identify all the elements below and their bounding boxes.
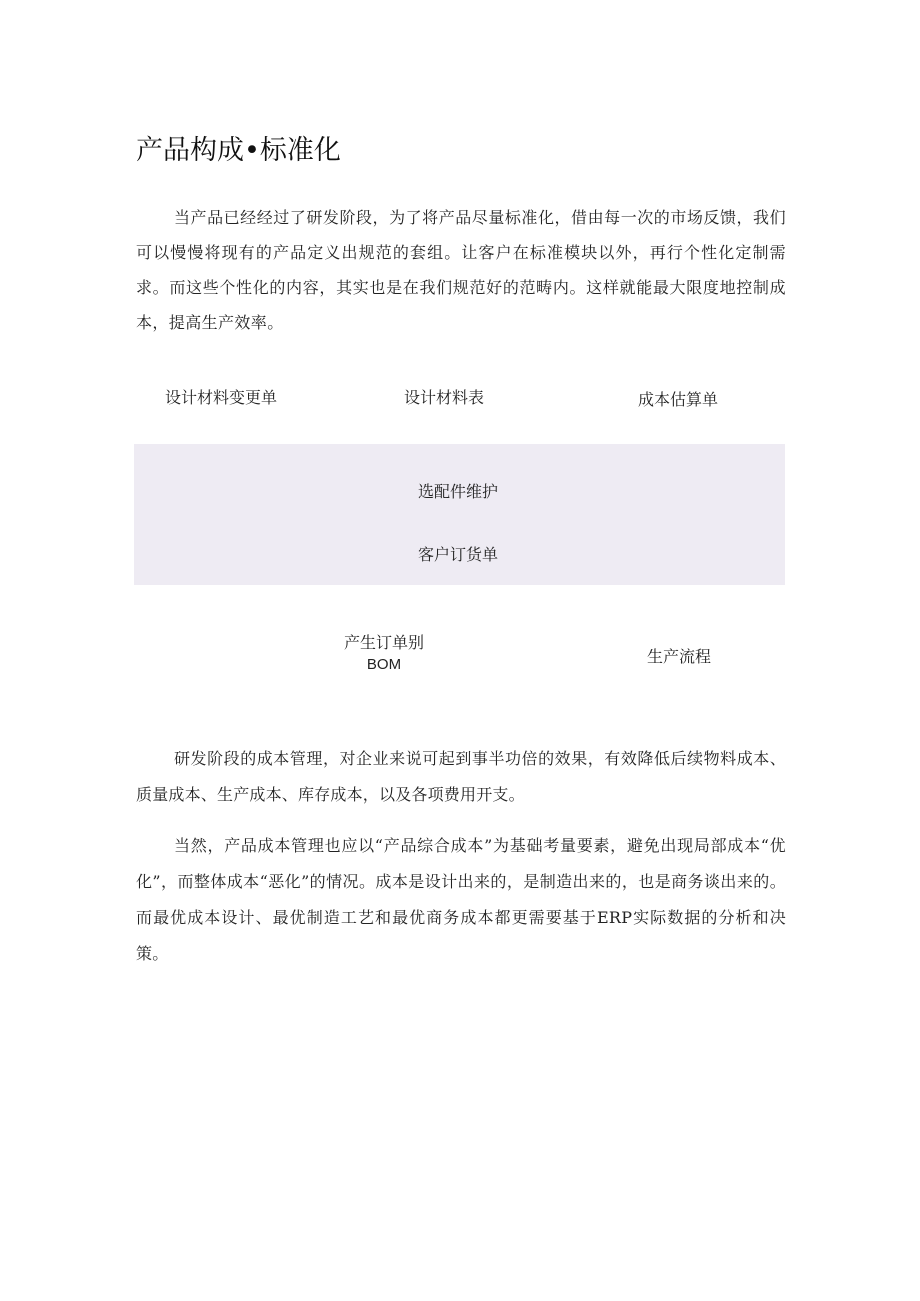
body-paragraph-1: 研发阶段的成本管理，对企业来说可起到事半功倍的效果，有效降低后续物料成本、质量成本、生产成本、库存成本，以及各项费用开支。 [136,749,786,804]
flow-item-customer-order: 客户订货单 [418,545,499,564]
flow-item-cost-estimate: 成本估算单 [638,390,719,409]
flow-item-production-process: 生产流程 [647,647,712,666]
page-title: 产品构成•标准化 [136,135,341,166]
flow-item-order-bom-line1: 产生订单别 [343,633,424,652]
body-paragraph-2: 当然，产品成本管理也应以“产品综合成本”为基础考量要素，避免出现局部成本“优化”，而整体成本“恶化”的情况。成本是设计出来的，是制造出来的，也是商务谈出来的。而最优成本设计、最优制造工艺和最优商务成本都更需要基于ERP实际数据的分析和决策。 [136,836,786,963]
flow-item-order-bom [340,632,428,676]
intro-paragraph: 当产品已经经过了研发阶段，为了将产品尽量标准化，借由每一次的市场反馈，我们可以慢慢将现有的产品定义出规范的套组。让客户在标准模块以外，再行个性化定制需求。而这些个性化的内容，其实也是在我们规范好的范畴内。这样就能最大限度地控制成本，提高生产效率。 [136,208,786,332]
flow-item-order-bom-line2: BOM [366,656,402,673]
flow-item-design-material-change: 设计材料变更单 [165,388,278,407]
flow-item-design-material-list: 设计材料表 [404,388,485,407]
flow-item-option-maintenance: 选配件维护 [418,482,499,501]
